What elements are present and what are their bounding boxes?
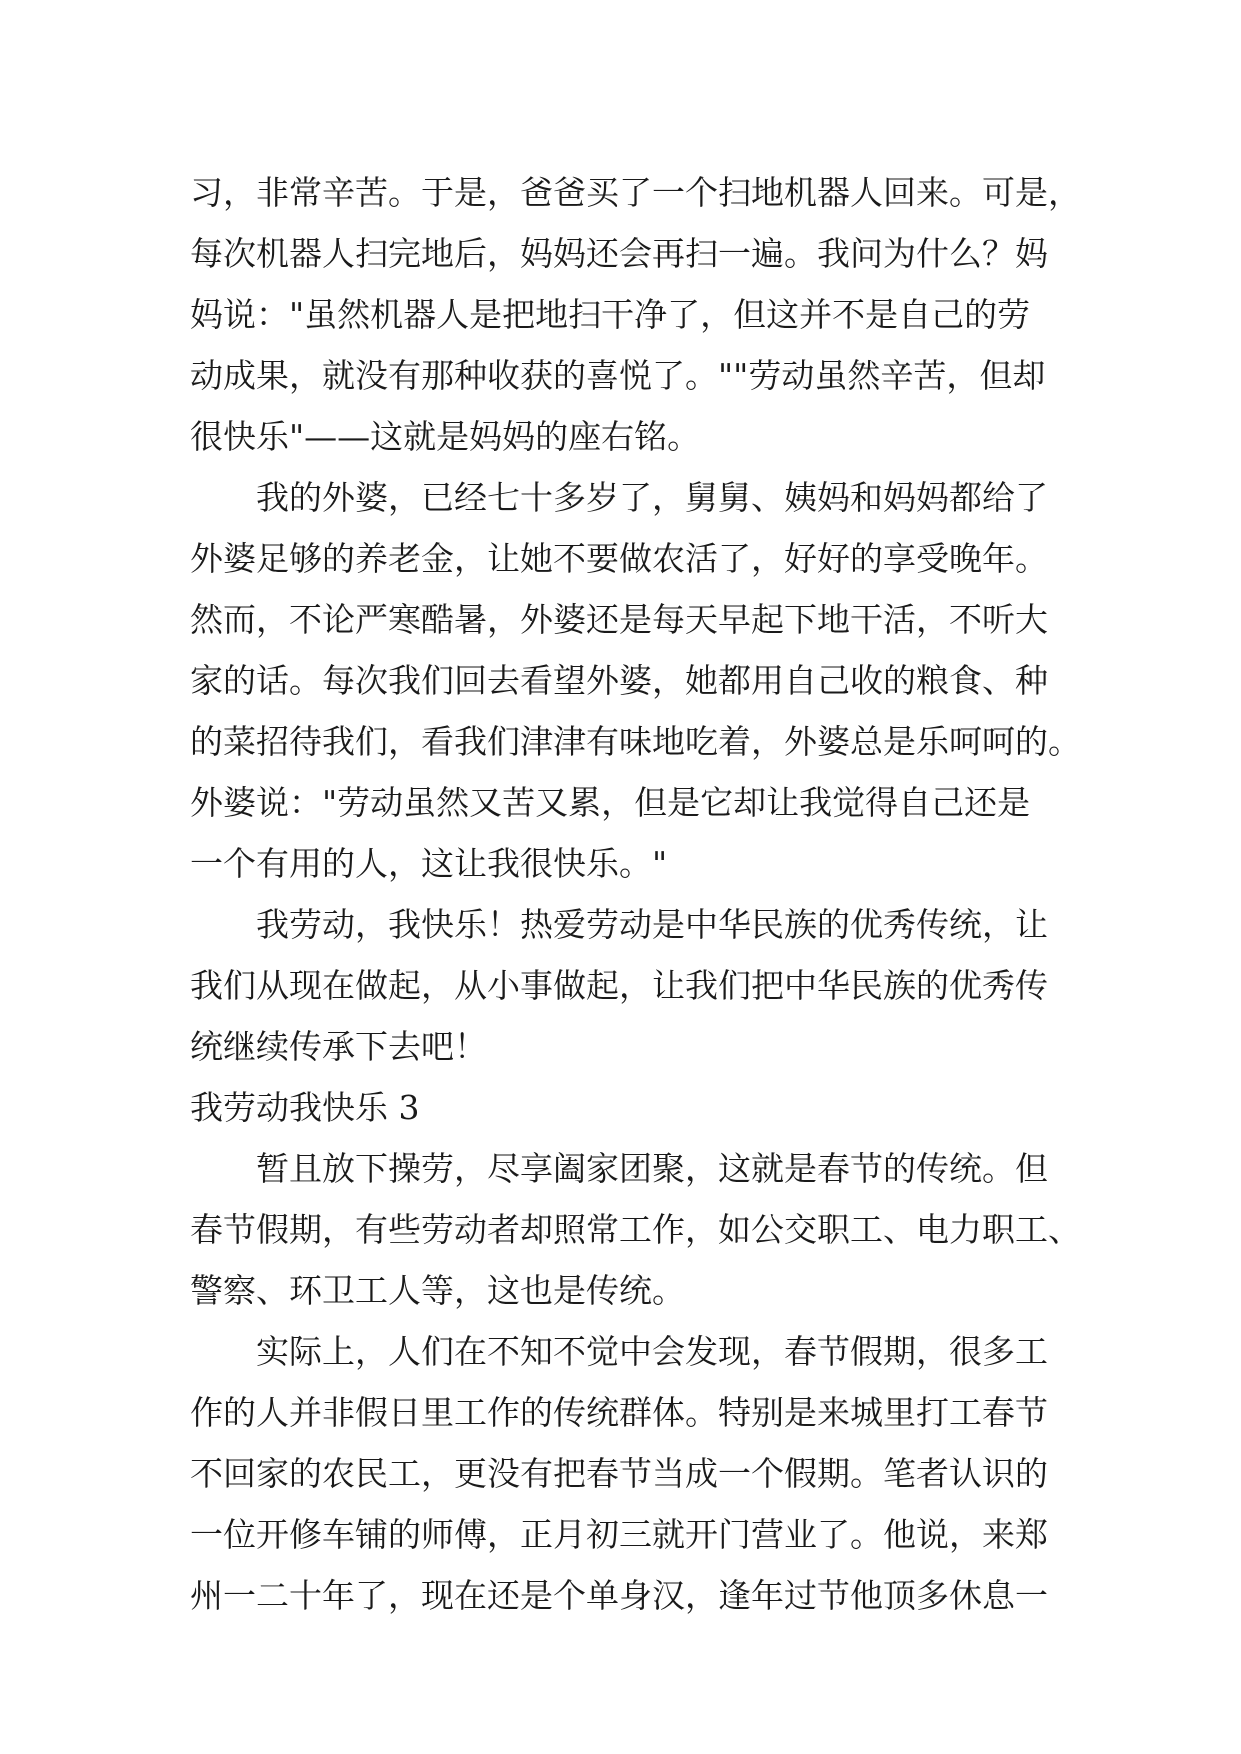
paragraph-line: 作的人并非假日里工作的传统群体。特别是来城里打工春节 [190, 1393, 1048, 1432]
paragraph-line: 外婆足够的养老金，让她不要做农活了，好好的享受晚年。 [190, 539, 1048, 578]
paragraph-line: 动成果，就没有那种收获的喜悦了。""劳动虽然辛苦，但却 [190, 356, 1046, 395]
document-body [190, 162, 1081, 1626]
paragraph-3 [190, 894, 1070, 1077]
paragraph-line: 州一二十年了，现在还是个单身汉，逢年过节他顶多休息一 [190, 1576, 1048, 1615]
paragraph-line: 不回家的农民工，更没有把春节当成一个假期。笔者认识的 [190, 1454, 1048, 1493]
paragraph-line: 外婆说："劳动虽然又苦又累，但是它却让我觉得自己还是 [190, 783, 1031, 822]
paragraph-line: 妈说："虽然机器人是把地扫干净了，但这并不是自己的劳 [190, 295, 1031, 334]
paragraph-line: 春节假期，有些劳动者却照常工作，如公交职工、电力职工、 [190, 1210, 1081, 1249]
paragraph-line: 我劳动，我快乐！热爱劳动是中华民族的优秀传统，让 [256, 905, 1048, 944]
paragraph-line: 实际上，人们在不知不觉中会发现，春节假期，很多工 [256, 1332, 1048, 1371]
paragraph-line: 一位开修车铺的师傅，正月初三就开门营业了。他说，来郑 [190, 1515, 1048, 1554]
paragraph-line: 的菜招待我们，看我们津津有味地吃着，外婆总是乐呵呵的。 [190, 722, 1081, 761]
paragraph-line: 统继续传承下去吧！ [190, 1027, 487, 1066]
paragraph-line: 一个有用的人，这让我很快乐。" [190, 844, 668, 883]
paragraph-line: 每次机器人扫完地后，妈妈还会再扫一遍。我问为什么？妈 [190, 234, 1048, 273]
paragraph-line: 习，非常辛苦。于是，爸爸买了一个扫地机器人回来。可是， [190, 173, 1081, 212]
paragraph-line: 然而，不论严寒酷暑，外婆还是每天早起下地干活，不听大 [190, 600, 1048, 639]
paragraph-line: 家的话。每次我们回去看望外婆，她都用自己收的粮食、种 [190, 661, 1048, 700]
paragraph-1 [190, 162, 1081, 467]
paragraph-line: 很快乐"——这就是妈妈的座右铭。 [190, 417, 701, 456]
paragraph-line: 我们从现在做起，从小事做起，让我们把中华民族的优秀传 [190, 966, 1048, 1005]
paragraph-2 [190, 467, 1081, 894]
paragraph-line: 我的外婆，已经七十多岁了，舅舅、姨妈和妈妈都给了 [256, 478, 1048, 517]
section-paragraph-1 [190, 1138, 1081, 1321]
section-paragraph-2 [190, 1321, 1070, 1626]
section-title: 我劳动我快乐 3 [190, 1088, 420, 1127]
paragraph-line: 警察、环卫工人等，这也是传统。 [190, 1271, 685, 1310]
paragraph-line: 暂且放下操劳，尽享阖家团聚，这就是春节的传统。但 [256, 1149, 1048, 1188]
